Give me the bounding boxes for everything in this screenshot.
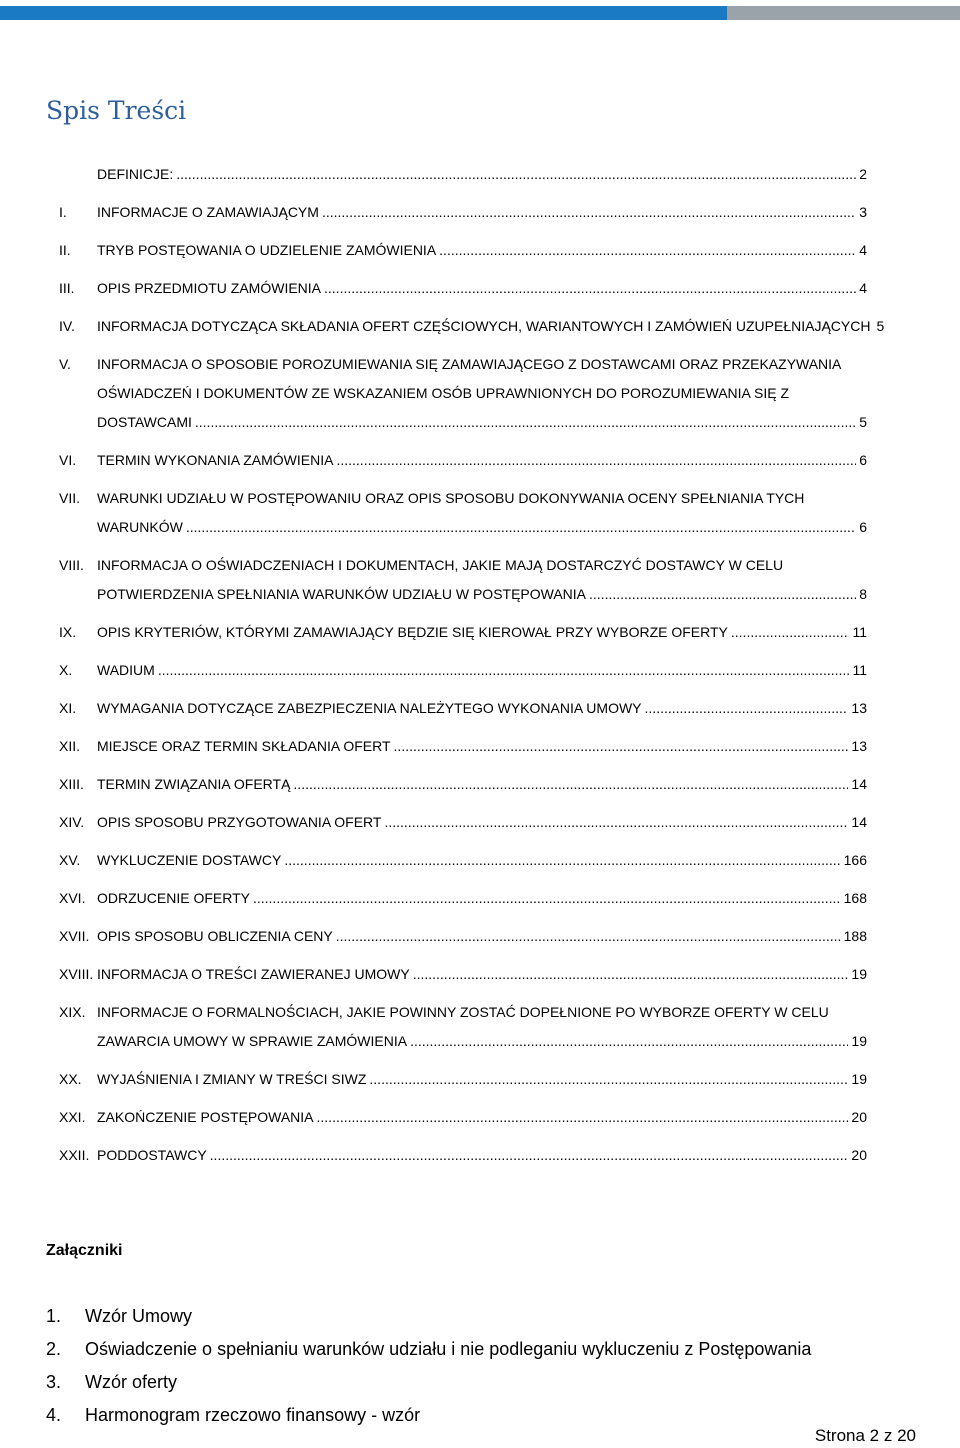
toc-entry[interactable] — [59, 960, 867, 989]
toc-entry-leader-line — [97, 732, 867, 761]
toc-entry-number: V. — [59, 356, 71, 372]
toc-entry-body — [97, 808, 867, 837]
toc-entry-leader-line — [97, 513, 867, 542]
page-number: Strona 2 z 20 — [814, 1426, 916, 1445]
toc-entry[interactable] — [59, 446, 867, 475]
toc-entry-leader-line — [97, 580, 867, 609]
toc-entry[interactable] — [59, 808, 867, 837]
toc-entry-text: INFORMACJE O ZAMAWIAJĄCYM — [97, 204, 319, 220]
toc-entry-body — [97, 694, 867, 723]
dot-leader — [645, 694, 849, 723]
toc-entry-body — [97, 350, 867, 437]
attachment-text: Wzór Umowy — [85, 1306, 192, 1326]
toc-entry-number: XV. — [59, 852, 81, 868]
toc-entry[interactable] — [59, 312, 885, 341]
dot-leader — [158, 656, 850, 685]
toc-entry-text: POTWIERDZENIA SPEŁNIANIA WARUNKÓW UDZIAŁU W POSTĘPOWANIA — [97, 586, 587, 602]
dot-leader — [186, 513, 856, 542]
toc-entry-body — [97, 1103, 867, 1132]
attachment-text: Oświadczenie o spełnianiu warunków udziału i nie podleganiu wykluczeniu z Postępowania — [85, 1339, 812, 1359]
dot-leader — [413, 960, 849, 989]
toc-entry-page: 13 — [851, 738, 867, 754]
toc-entry[interactable] — [59, 1141, 867, 1170]
toc-entry-leader-line — [97, 1141, 867, 1170]
attachment-item — [46, 1333, 811, 1366]
toc-entry-number: VI. — [59, 452, 77, 468]
toc-entry-text: INFORMACJE O FORMALNOŚCIACH, JAKIE POWINNY ZOSTAĆ DOPEŁNIONE PO WYBORZE OFERTY W CELU — [97, 1004, 829, 1020]
toc-entry-text: INFORMACJA O TREŚCI ZAWIERANEJ UMOWY — [97, 966, 410, 982]
toc-entry-leader-line — [97, 922, 867, 951]
toc-entry-number: XXI. — [59, 1109, 86, 1125]
attachment-item — [46, 1399, 811, 1432]
header-accent-bar — [0, 0, 960, 22]
toc-entry-page: 6 — [859, 519, 867, 535]
toc-entry-text: OPIS SPOSOBU OBLICZENIA CENY — [97, 928, 333, 944]
toc-entry-leader-line — [97, 1103, 867, 1132]
toc-entry-page: 13 — [851, 700, 867, 716]
attachment-text: Wzór oferty — [85, 1372, 178, 1392]
dot-leader — [317, 1103, 849, 1132]
dot-leader — [324, 274, 856, 303]
toc-entry-page: 3 — [859, 204, 867, 220]
toc-entry[interactable] — [59, 618, 867, 647]
toc-entry-page: 5 — [859, 414, 867, 430]
toc-entry-body — [97, 236, 867, 265]
toc-entry-leader-line — [97, 694, 867, 723]
attachment-item — [46, 1300, 811, 1333]
toc-entry-page: 4 — [859, 242, 867, 258]
toc-entry-body — [97, 312, 885, 341]
toc-entry[interactable] — [59, 846, 867, 875]
toc-entry-body — [97, 198, 867, 227]
toc-entry[interactable] — [59, 656, 867, 685]
attachment-number: 2. — [46, 1339, 62, 1359]
toc-entry-leader-line — [97, 618, 867, 647]
toc-entry-number: VIII. — [59, 557, 84, 573]
toc-entry-number: XII. — [59, 738, 81, 754]
dot-leader — [210, 1141, 849, 1170]
toc-entry-text: WYKLUCZENIE DOSTAWCY — [97, 852, 282, 868]
toc-entry[interactable] — [59, 484, 867, 542]
toc-entry-number: XX. — [59, 1071, 82, 1087]
toc-entry-leader-line — [97, 960, 867, 989]
toc-entry-number: IV. — [59, 318, 75, 334]
toc-entry-text: OŚWIADCZEŃ I DOKUMENTÓW ZE WSKAZANIEM OSÓB UPRAWNIONYCH DO POROZUMIEWANIA SIĘ Z — [97, 385, 789, 401]
dot-leader — [410, 1027, 848, 1056]
toc-entry-page: 19 — [851, 966, 867, 982]
table-of-contents — [59, 160, 885, 1179]
toc-entry-text: INFORMACJA O SPOSOBIE POROZUMIEWANIA SIĘ ZAMAWIAJĄCEGO Z DOSTAWCAMI ORAZ PRZEKAZYWANIA — [97, 356, 842, 372]
toc-entry-body — [97, 1141, 867, 1170]
toc-entry-number: VII. — [59, 490, 81, 506]
toc-entry[interactable] — [59, 551, 867, 609]
toc-entry-number: XIX. — [59, 1004, 86, 1020]
toc-entry-leader-line — [97, 656, 867, 685]
toc-entry-text: ODRZUCENIE OFERTY — [97, 890, 250, 906]
toc-entry-leader-line — [97, 446, 867, 475]
toc-entry-text: TERMIN WYKONANIA ZAMÓWIENIA — [97, 452, 334, 468]
dot-leader — [253, 884, 841, 913]
toc-entry-page: 2 — [859, 166, 867, 182]
toc-entry-page: 14 — [851, 776, 867, 792]
toc-entry-text: TRYB POSTĘOWANIA O UDZIELENIE ZAMÓWIENIA — [97, 242, 437, 258]
toc-entry[interactable] — [59, 198, 867, 227]
toc-entry-page: 4 — [859, 280, 867, 296]
toc-entry-number: XIII. — [59, 776, 84, 792]
toc-entry-number: XIV. — [59, 814, 85, 830]
toc-entry-text: DOSTAWCAMI — [97, 414, 192, 430]
toc-entry-leader-line — [97, 198, 867, 227]
toc-entry[interactable] — [59, 274, 867, 303]
attachment-text: Harmonogram rzeczowo finansowy - wzór — [85, 1405, 421, 1425]
toc-entry-number: XVIII. — [59, 966, 94, 982]
toc-entry-text: INFORMACJA DOTYCZĄCA SKŁADANIA OFERT CZĘŚCIOWYCH, WARIANTOWYCH I ZAMÓWIEŃ UZUPEŁNIAJĄCYCH — [97, 318, 871, 334]
toc-entry-number: I. — [59, 204, 67, 220]
attachment-number: 1. — [46, 1306, 62, 1326]
dot-leader — [394, 732, 849, 761]
toc-entry-leader-line — [97, 808, 867, 837]
dot-leader — [384, 808, 848, 837]
toc-entry-leader-line — [97, 274, 867, 303]
toc-entry[interactable] — [59, 350, 867, 437]
toc-entry-page: 19 — [851, 1071, 867, 1087]
toc-entry-body — [97, 732, 867, 761]
toc-entry-body — [97, 274, 867, 303]
toc-entry-number: II. — [59, 242, 71, 258]
toc-entry[interactable] — [59, 1065, 867, 1094]
toc-entry-text: PODDOSTAWCY — [97, 1147, 207, 1163]
toc-entry-number: XXII. — [59, 1147, 90, 1163]
toc-entry-number: III. — [59, 280, 75, 296]
toc-entry-text: WARUNKÓW — [97, 519, 183, 535]
toc-entry-body — [97, 618, 867, 647]
dot-leader — [284, 846, 840, 875]
dot-leader — [731, 618, 850, 647]
toc-entry[interactable] — [59, 884, 867, 913]
toc-entry-leader-line — [97, 312, 885, 341]
attachments-list — [46, 1300, 811, 1432]
dot-leader — [369, 1065, 848, 1094]
toc-entry-number: XVII. — [59, 928, 90, 944]
toc-entry-page: 6 — [859, 452, 867, 468]
toc-entry-page: 14 — [851, 814, 867, 830]
toc-entry-page: 19 — [851, 1033, 867, 1049]
toc-entry-body — [97, 656, 867, 685]
toc-entry-text: WYJAŚNIENIA I ZMIANY W TREŚCI SIWZ — [97, 1071, 367, 1087]
toc-entry-text: MIEJSCE ORAZ TERMIN SKŁADANIA OFERT — [97, 738, 391, 754]
toc-entry-text: ZAWARCIA UMOWY W SPRAWIE ZAMÓWIENIA — [97, 1033, 408, 1049]
toc-entry-leader-line — [97, 770, 867, 799]
toc-entry-page: 20 — [851, 1147, 867, 1163]
toc-entry-leader-line — [97, 1065, 867, 1094]
toc-entry[interactable] — [59, 922, 867, 951]
toc-entry-leader-line — [97, 846, 867, 875]
toc-entry-body — [97, 484, 867, 542]
dot-leader — [195, 408, 856, 437]
toc-entry-body — [97, 922, 867, 951]
attachment-number: 4. — [46, 1405, 62, 1425]
toc-entry-body — [97, 446, 867, 475]
toc-entry-text: WYMAGANIA DOTYCZĄCE ZABEZPIECZENIA NALEŻYTEGO WYKONANIA UMOWY — [97, 700, 642, 716]
dot-leader — [176, 160, 856, 189]
toc-entry-body — [97, 998, 867, 1056]
toc-entry[interactable] — [59, 1103, 867, 1132]
dot-leader — [439, 236, 856, 265]
toc-entry-text: WARUNKI UDZIAŁU W POSTĘPOWANIU ORAZ OPIS SPOSOBU DOKONYWANIA OCENY SPEŁNIANIA TYCH — [97, 490, 805, 506]
toc-entry-text: TERMIN ZWIĄZANIA OFERTĄ — [97, 776, 291, 792]
attachment-number: 3. — [46, 1372, 62, 1392]
toc-title: Spis Treści — [46, 96, 187, 125]
toc-entry-page: 20 — [851, 1109, 867, 1125]
toc-entry-text: OPIS SPOSOBU PRZYGOTOWANIA OFERT — [97, 814, 382, 830]
toc-entry-body — [97, 1065, 867, 1094]
toc-entry-leader-line — [97, 1027, 867, 1056]
toc-entry-number: XI. — [59, 700, 77, 716]
toc-entry-page: 168 — [843, 890, 867, 906]
toc-entry-page: 166 — [843, 852, 867, 868]
attachment-item — [46, 1366, 811, 1399]
toc-entry-leader-line — [97, 884, 867, 913]
toc-entry-number: X. — [59, 662, 73, 678]
dot-leader — [589, 580, 856, 609]
toc-entry-number: IX. — [59, 624, 77, 640]
dot-leader — [336, 922, 841, 951]
toc-entry-body — [97, 846, 867, 875]
toc-entry-leader-line — [97, 408, 867, 437]
toc-entry-leader-line — [97, 236, 867, 265]
toc-entry-body — [97, 551, 867, 609]
toc-entry-text: DEFINICJE: — [97, 166, 174, 182]
toc-entry-leader-line — [97, 160, 867, 189]
toc-entry[interactable] — [59, 732, 867, 761]
header-gray-stripe — [727, 6, 960, 20]
toc-entry-page: 5 — [876, 318, 885, 334]
toc-entry-text: WADIUM — [97, 662, 155, 678]
toc-entry[interactable] — [59, 236, 867, 265]
dot-leader — [293, 770, 848, 799]
toc-entry-page: 11 — [852, 624, 867, 640]
toc-entry[interactable] — [59, 770, 867, 799]
attachments-title: Załączniki — [46, 1242, 123, 1259]
toc-entry-body — [97, 770, 867, 799]
header-blue-stripe — [0, 6, 727, 20]
toc-entry[interactable] — [59, 160, 867, 189]
toc-entry-body — [97, 884, 867, 913]
toc-entry-page: 11 — [852, 662, 867, 678]
toc-entry-page: 8 — [859, 586, 867, 602]
toc-entry-body — [97, 160, 867, 189]
toc-entry-text: INFORMACJA O OŚWIADCZENIACH I DOKUMENTACH, JAKIE MAJĄ DOSTARCZYĆ DOSTAWCY W CELU — [97, 557, 784, 573]
toc-entry-body — [97, 960, 867, 989]
toc-entry-page: 188 — [843, 928, 867, 944]
dot-leader — [336, 446, 856, 475]
toc-entry-text: OPIS KRYTERIÓW, KTÓRYMI ZAMAWIAJĄCY BĘDZIE SIĘ KIEROWAŁ PRZY WYBORZE OFERTY — [97, 624, 728, 640]
toc-entry[interactable] — [59, 998, 867, 1056]
toc-entry[interactable] — [59, 694, 867, 723]
toc-entry-text: ZAKOŃCZENIE POSTĘPOWANIA — [97, 1109, 314, 1125]
toc-entry-text: OPIS PRZEDMIOTU ZAMÓWIENIA — [97, 280, 322, 296]
toc-entry-number: XVI. — [59, 890, 86, 906]
dot-leader — [322, 198, 856, 227]
